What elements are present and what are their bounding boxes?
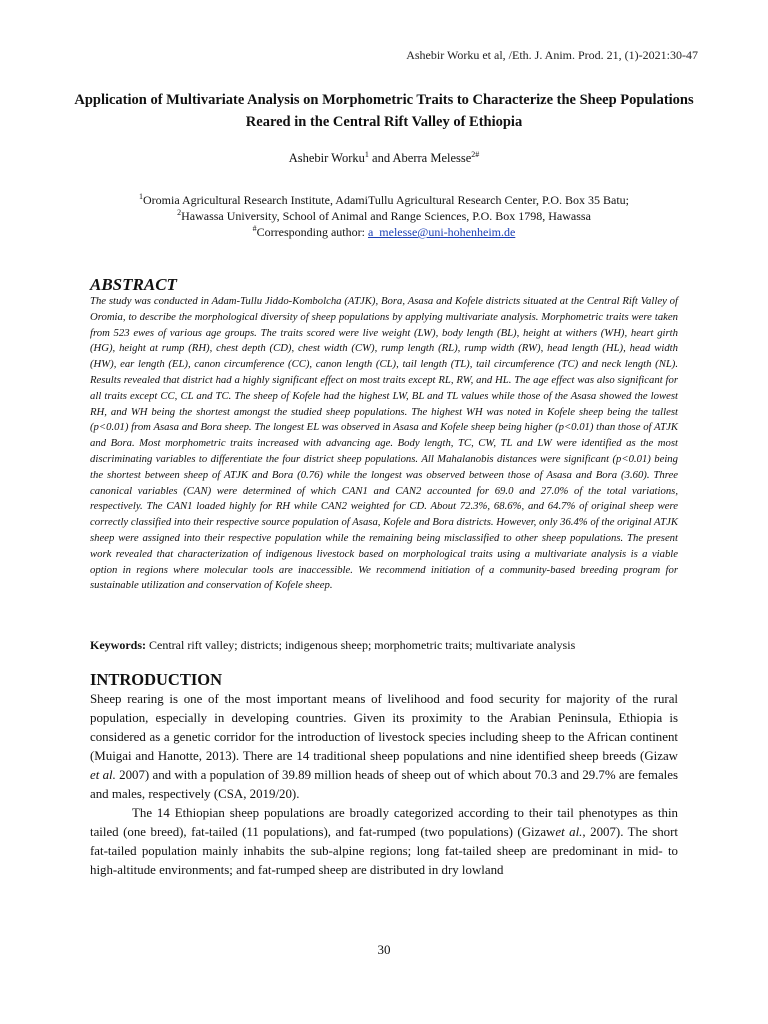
author-affiliation-mark: 2# bbox=[471, 150, 480, 159]
intro-paragraph-1 bbox=[90, 690, 678, 804]
corresponding-label: Corresponding author: bbox=[256, 225, 368, 239]
intro-p1-text-a: Sheep rearing is one of the most important means of livelihood and food security for majority of the rural population, especially in developing countries. Given its proximity to the Arabian Peninsula, Ethiopia is considered as a genetic corridor for the introduction of livestock species including sheep to the African continent (Muigai and Hanotte, 2013). There are 14 traditional sheep populations and nine identified sheep breeds (Gizaw bbox=[90, 692, 678, 763]
intro-p1-etal: et al. bbox=[90, 768, 116, 782]
abstract-text: The study was conducted in Adam-Tullu Jiddo-Kombolcha (ATJK), Bora, Asasa and Kofele districts situated at the Central Rift Valley of Oromia, to describe the morphological diversity of sheep populations by applying multivariate analysis. Morphometric traits were taken from 523 ewes of various age groups. The traits scored were live weight (LW), body length (BL), height at withers (WH), heart girth (HG), height at rump (RH), chest depth (CD), chest width (CW), rump length (RL), rump width (RW), head length (HL), head width (HW), ear length (EL), canon circumference (CC), canon length (CL), tail length (TL), tail circumference (TC) and neck length (NL). Results revealed that district had a highly significant effect on most traits except RL, RW, and HL. The age effect was also significant for all traits except CC, CL and TC. The sheep of Kofele had the highest LW, BL and TL values while those of the Asasa showed the lowest RH, and WH being the shortest amongst the studied sheep populations. The highest WH was noted in Kofele sheep being the tallest (p<0.01) from Asasa and Bora sheep. The longest EL was observed in Asasa and Kofele sheep being higher (p<0.01) than those of ATJK and Bora. Most morphometric traits increased with advancing age. Body length, TC, CW, TL and LW were identified as the most discriminating variables to differentiate the four district sheep populations. All Mahalanobis distances were significant (p<0.01) being the shortest between sheep of ATJK and Bora (0.76) while the longest was observed between those of Asasa and Bora (3.60). Three canonical variables (CAN) were determined of which CAN1 and CAN2 accounted for 69.0 and 27.0% of the total variations, respectively. The CAN1 loaded highly for RH while CAN2 weighted for CD. About 72.3%, 68.6%, and 64.7% of original sheep were correctly classified into their respective source population of Asasa, Kofele and Bora districts. However, only 36.4% of the original ATJK sheep were assigned into their respective population while the remaining being misclassified to other sheep populations. The present work revealed that characterization of indigenous livestock based on morphological traits using a multivariate analysis is a viable option in regions where molecular tools are inaccessible. We recommend initiation of a community-based breeding program for sustainable utilization and conservation of Kofele sheep. bbox=[90, 295, 678, 592]
author-line bbox=[0, 150, 768, 166]
intro-p2-text-a: The 14 Ethiopian sheep populations are broadly categorized according to their tail phenotypes as thin tailed (one breed), fat-tailed (11 populations), and fat-rumped (two populations) (Gizaw bbox=[90, 806, 678, 839]
corresponding-author bbox=[0, 221, 768, 240]
running-head: Ashebir Worku et al, /Eth. J. Anim. Prod. 21, (1)-2021:30-47 bbox=[406, 48, 698, 62]
intro-p1-text-b: 2007) and with a population of 39.89 million heads of sheep out of which about 70.3 and 29.7% are females and males, respectively (CSA, 2019/20). bbox=[90, 768, 678, 801]
intro-p2-text-b: , 2007). The short fat-tailed population mainly inhabits the sub-alpine regions; long fat-tailed sheep are predominant in mid- to high-altitude environments; and fat-rumped sheep are distributed in dry lowland bbox=[90, 825, 678, 877]
email-link[interactable]: a_melesse@uni-hohenheim.de bbox=[367, 225, 516, 239]
paper-title: Application of Multivariate Analysis on Morphometric Traits to Characterize the Sheep Populations Reared in the Central Rift Valley of Ethiopia bbox=[74, 92, 694, 130]
author-conjunction: and bbox=[368, 151, 393, 166]
author-name: Ashebir Worku bbox=[288, 151, 365, 166]
keywords-label: Keywords: bbox=[90, 638, 146, 652]
author-name: Aberra Melesse bbox=[392, 151, 472, 166]
affiliation-mark: 1 bbox=[139, 192, 143, 201]
affiliation-text: Hawassa University, School of Animal and Range Sciences, P.O. Box 1798, Hawassa bbox=[181, 209, 591, 223]
abstract-heading: ABSTRACT bbox=[90, 275, 177, 294]
corresponding-mark: # bbox=[252, 224, 257, 233]
keywords-text: Central rift valley; districts; indigenous sheep; morphometric traits; multivariate analysis bbox=[146, 638, 576, 652]
affiliation-text: Oromia Agricultural Research Institute, AdamiTullu Agricultural Research Center, P.O. Box 35 Batu; bbox=[143, 193, 629, 207]
introduction-heading: INTRODUCTION bbox=[90, 670, 223, 689]
keywords-line bbox=[90, 638, 690, 653]
introduction-body bbox=[90, 690, 678, 880]
page-number: 30 bbox=[377, 942, 391, 957]
intro-paragraph-2 bbox=[90, 804, 678, 880]
intro-p2-etal: et al. bbox=[555, 825, 583, 839]
author-affiliation-mark: 1 bbox=[364, 150, 369, 159]
affiliation-mark: 2 bbox=[177, 208, 182, 217]
